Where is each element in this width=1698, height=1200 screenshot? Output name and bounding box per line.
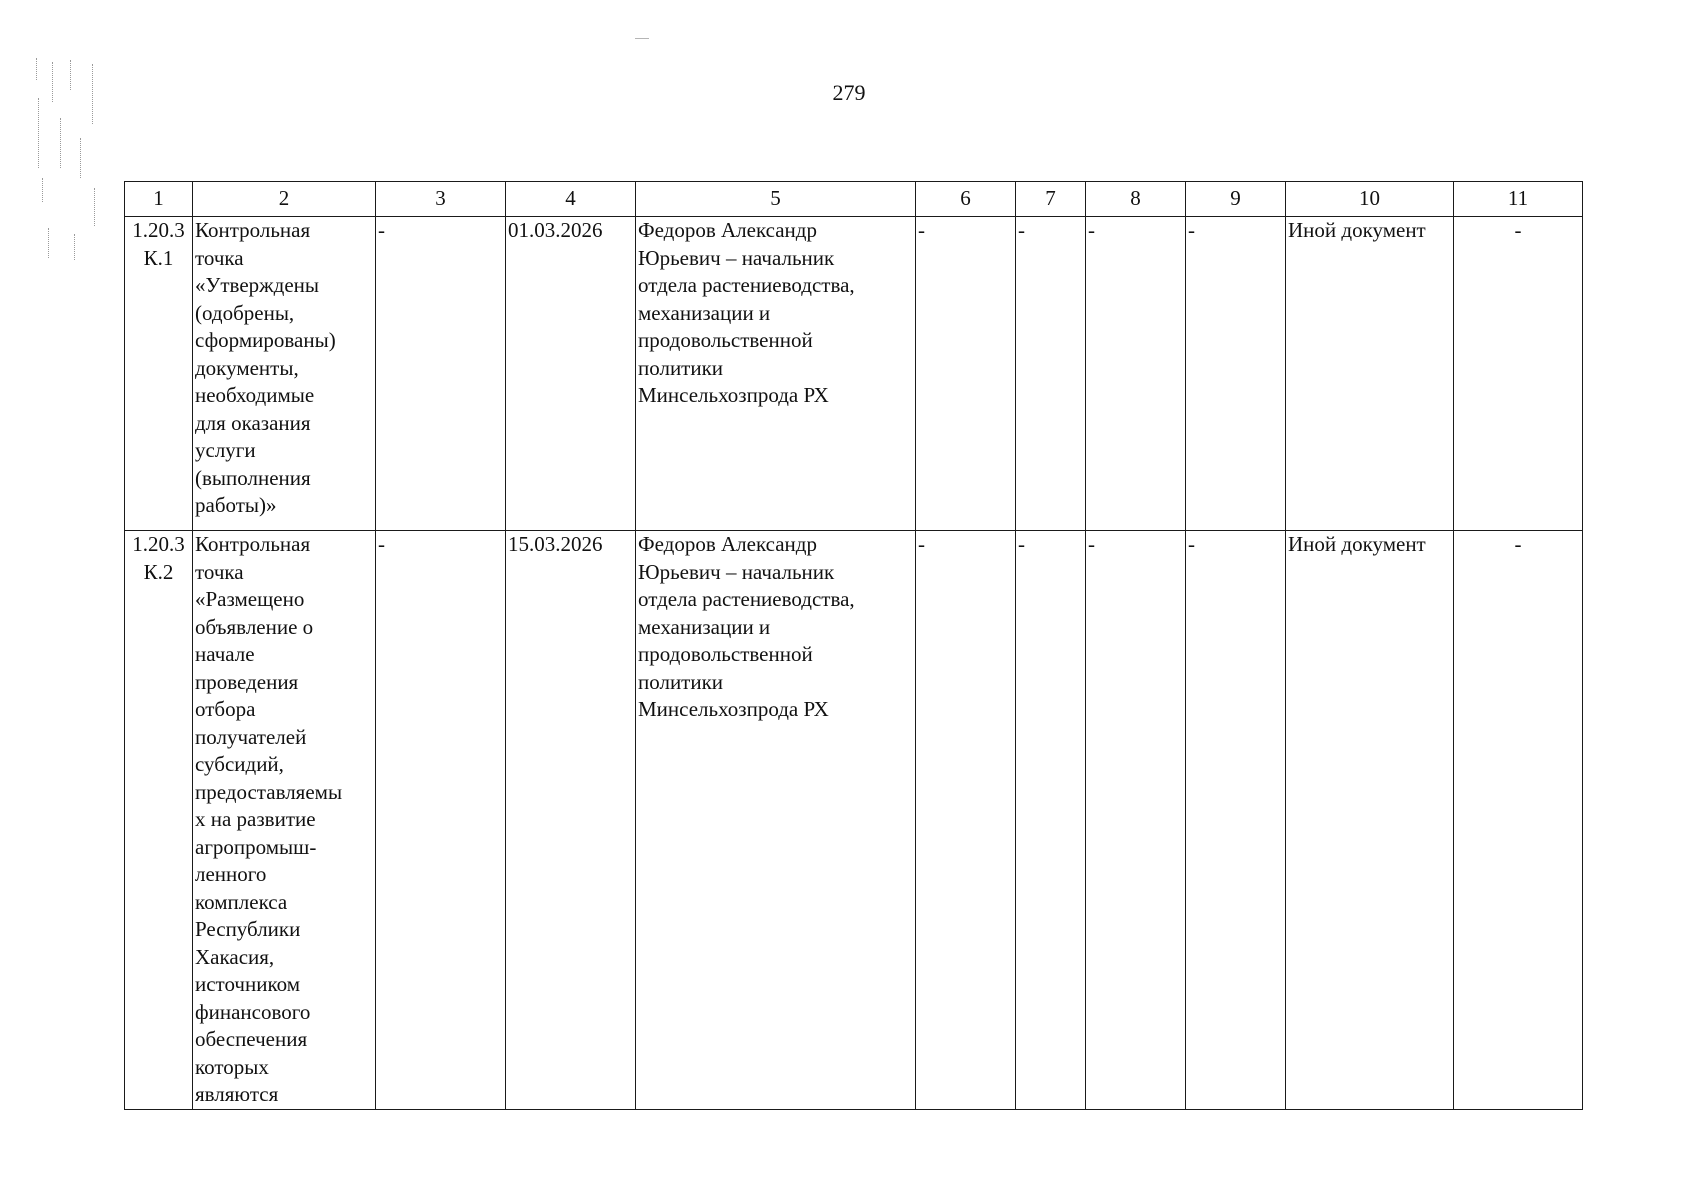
header-cell: 3 [376,182,506,217]
document-type-cell: Иной документ [1286,531,1454,1110]
col8-cell: - [1086,531,1186,1110]
header-cell: 8 [1086,182,1186,217]
col11-cell: - [1454,531,1583,1110]
responsible-cell: Федоров Александр Юрьевич – начальник отдела растениеводства, механизации и продовольственной политики Минсельхозпрода РХ [636,217,916,531]
col7-cell: - [1016,217,1086,531]
header-cell: 5 [636,182,916,217]
scan-artifact-dash [635,38,649,39]
table-row [125,531,1583,1110]
col3-cell: - [376,217,506,531]
row-number-cell: 1.20.3 К.2 [125,531,193,1110]
header-row [125,182,1583,217]
col3-cell: - [376,531,506,1110]
header-cell: 1 [125,182,193,217]
milestone-name-cell: Контрольная точка «Размещено объявление о начале проведения отбора получателей субсидий, предоставляемы х на развитие агропромыш- ленного комплекса Республики Хакасия, источником финансового обеспечения которых являются [193,531,376,1110]
header-cell: 2 [193,182,376,217]
table-row [125,217,1583,531]
col8-cell: - [1086,217,1186,531]
header-cell: 10 [1286,182,1454,217]
schedule-table [124,181,1583,1110]
col7-cell: - [1016,531,1086,1110]
document-type-cell: Иной документ [1286,217,1454,531]
date-cell: 01.03.2026 [506,217,636,531]
header-cell: 9 [1186,182,1286,217]
date-cell: 15.03.2026 [506,531,636,1110]
page-number: 279 [832,80,866,105]
col9-cell: - [1186,217,1286,531]
col6-cell: - [916,217,1016,531]
col11-cell: - [1454,217,1583,531]
header-cell: 7 [1016,182,1086,217]
row-number-cell: 1.20.3 К.1 [125,217,193,531]
header-cell: 6 [916,182,1016,217]
responsible-cell: Федоров Александр Юрьевич – начальник отдела растениеводства, механизации и продовольственной политики Минсельхозпрода РХ [636,531,916,1110]
col6-cell: - [916,531,1016,1110]
col9-cell: - [1186,531,1286,1110]
header-cell: 4 [506,182,636,217]
header-cell: 11 [1454,182,1583,217]
milestone-name-cell: Контрольная точка «Утверждены (одобрены, сформированы) документы, необходимые для оказания услуги (выполнения работы)» [193,217,376,531]
